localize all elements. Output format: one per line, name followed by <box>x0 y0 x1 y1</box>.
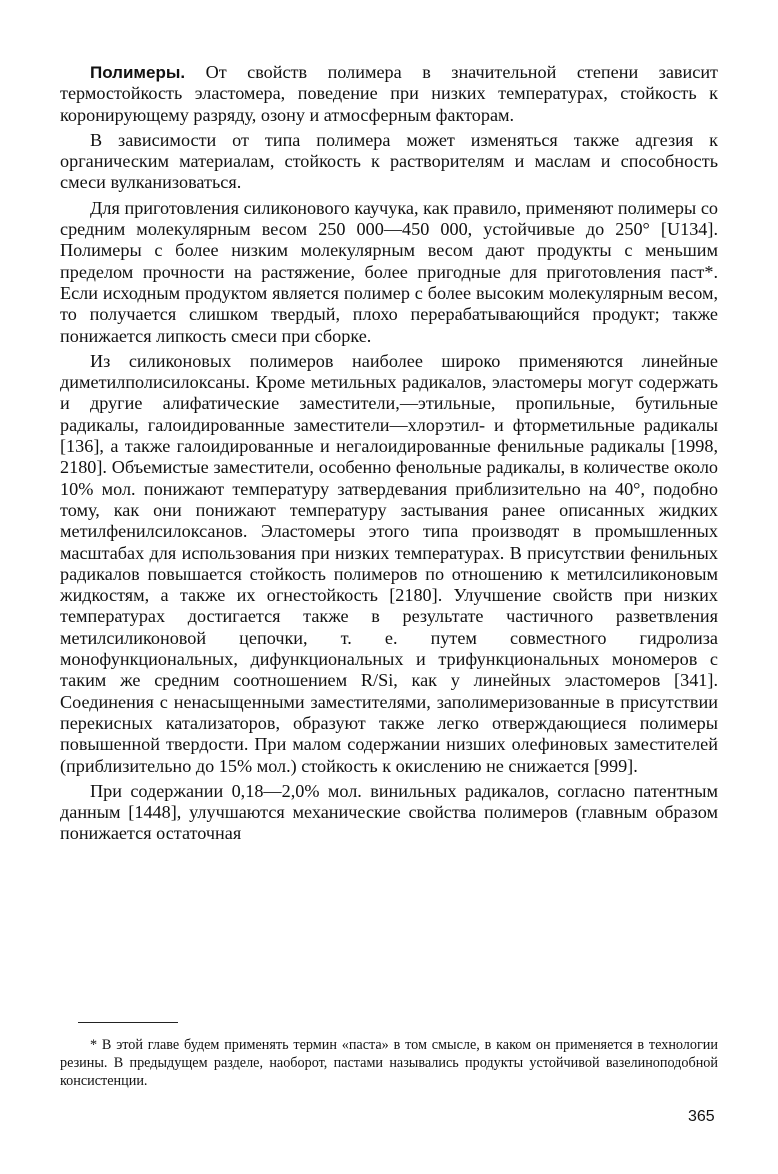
paragraph-2: В зависимости от типа полимера может изменяться также адгезия к органическим материалам, стойкость к растворителям и маслам и способность смеси вулканизоваться. <box>60 129 718 193</box>
paragraph-3: Для приготовления силиконового каучука, как правило, применяют полимеры со средним молекулярным весом 250 000—450 000, устойчивые до 250° [U134]. Полимеры с более низким молекулярным весом дают продукты с меньшим пределом прочности на растяжение, более пригодные для приготовления паст*. Если исходным продуктом является полимер с более высоким молекулярным весом, то получается слишком твердый, плохо перерабатывающийся продукт; также понижается липкость смеси при сборке. <box>60 197 718 346</box>
paragraph-5: При содержании 0,18—2,0% мол. винильных радикалов, согласно патентным данным [1448], улучшаются механические свойства полимеров (главным образом понижается остаточная <box>60 780 718 844</box>
paragraph-4: Из силиконовых полимеров наиболее широко применяются линейные диметилполисилоксаны. Кроме метильных радикалов, эластомеры могут содержать и другие алифатические заместители,—этильные, пропильные, бутильные радикалы, галоидированные заместители—хлорэтил- и фторметильные радикалы [136], а также галоидированные и негалоидированные фенильные радикалы [1998, 2180]. Объемистые заместители, особенно фенольные радикалы, в количестве около 10% мол. понижают температуру затвердевания приблизительно на 40°, подобно тому, как они понижают температуру застывания ранее описанных жидких метилфенилсилоксанов. Эластомеры этого типа производят в промышленных масштабах для использования при низких температурах. В присутствии фенильных радикалов повышается стойкость полимеров по отношению к метилсиликоновым жидкостям, а также их огнестойкость [2180]. Улучшение свойств при низких температурах достигается также в результате частичного разветвления метилсиликоновой цепочки, т. е. путем совместного гидролиза монофункциональных, дифункциональных и трифункциональных мономеров с таким же средним соотношением R/Si, как у линейных эластомеров [341]. Соединения с ненасыщенными заместителями, заполимеризованные в присутствии перекисных катализаторов, образуют также легко отверждающиеся полимеры повышенной твердости. При малом содержании низших олефиновых заместителей (приблизительно до 15% мол.) стойкость к окислению не снижается [999]. <box>60 350 718 776</box>
paragraph-1-text: От свойств полимера в значительной степени зависит термостойкость эластомера, поведение при низких температурах, стойкость к коронирующему разряду, озону и атмосферным факторам. <box>60 62 718 125</box>
footnote: * В этой главе будем применять термин «паста» в том смысле, в каком он применяется в технологии резины. В предыдущем разделе, наоборот, пастами назывались продукты устойчивой вазелиноподобной консистенции. <box>60 1037 718 1089</box>
page-body <box>60 62 718 849</box>
paragraph-1 <box>60 62 718 126</box>
section-lead-word: Полимеры. <box>90 63 186 82</box>
page-number: 365 <box>688 1108 715 1125</box>
footnote-divider <box>78 1022 178 1023</box>
